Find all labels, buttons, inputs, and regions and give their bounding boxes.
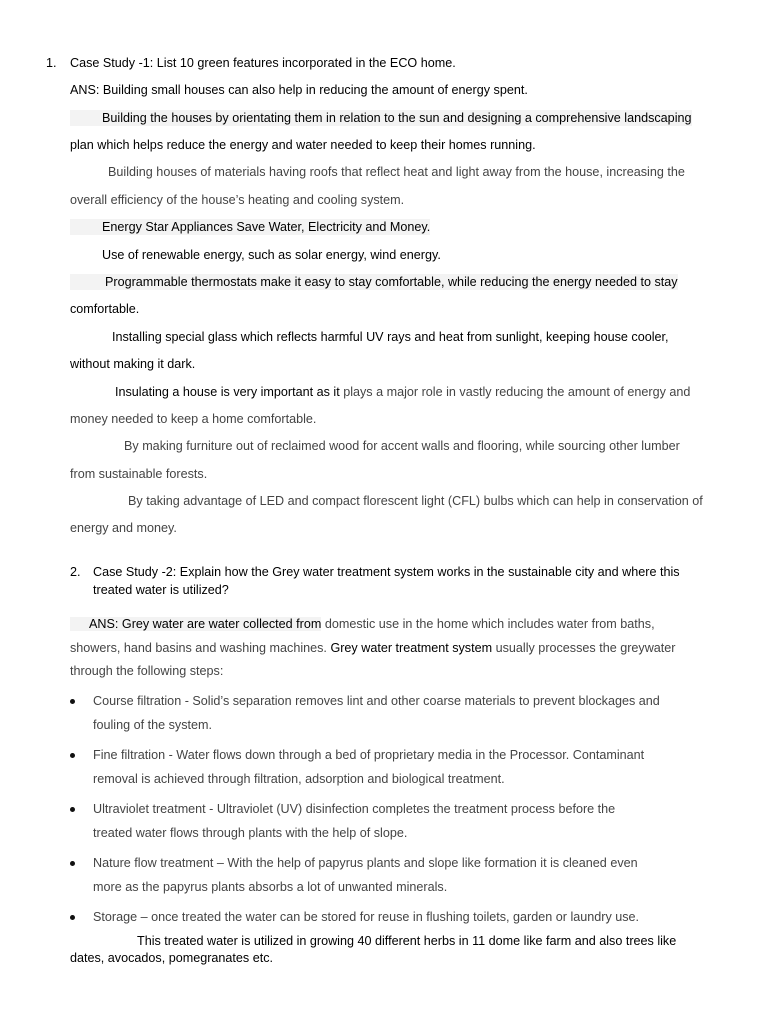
conclusion-line-2: dates, avocados, pomegranates etc. <box>70 951 274 965</box>
feature-roofs-line-2: overall efficiency of the house’s heating and cooling system. <box>70 193 405 207</box>
answer-2-line-2 <box>70 640 676 656</box>
bullet-icon <box>70 915 75 920</box>
bullet-icon <box>70 699 75 704</box>
step-4-line-2: more as the papyrus plants absorbs a lot of unwanted minerals. <box>93 880 448 894</box>
answer-2-line-2-part-2: Grey water treatment system <box>330 641 493 655</box>
question-2-text-line-1: Case Study -2: Explain how the Grey water treatment system works in the sustainable city and where this <box>93 565 680 579</box>
step-3-line-1: Ultraviolet treatment - Ultraviolet (UV) disinfection completes the treatment process before the <box>93 802 616 816</box>
feature-orientation-line-1: Building the houses by orientating them in relation to the sun and designing a comprehensive landscaping <box>70 110 692 126</box>
feature-thermostats-line-1: Programmable thermostats make it easy to stay comfortable, while reducing the energy needed to stay <box>70 274 678 290</box>
feature-led-cfl-line-2: energy and money. <box>70 521 177 535</box>
step-1-line-2: fouling of the system. <box>93 718 213 732</box>
step-1-line-1: Course filtration - Solid’s separation removes lint and other coarse materials to prevent blockages and <box>93 694 660 708</box>
feature-glass-line-1: Installing special glass which reflects harmful UV rays and heat from sunlight, keeping house cooler, <box>112 330 669 344</box>
feature-insulation-line-2: money needed to keep a home comfortable. <box>70 412 317 426</box>
feature-orientation-line-2: plan which helps reduce the energy and water needed to keep their homes running. <box>70 138 536 152</box>
bullet-icon <box>70 753 75 758</box>
step-2-line-2: removal is achieved through filtration, adsorption and biological treatment. <box>93 772 505 786</box>
answer-2-line-3: through the following steps: <box>70 664 224 678</box>
question-2-number: 2. <box>70 565 81 579</box>
step-5-line-1: Storage – once treated the water can be stored for reuse in flushing toilets, garden or laundry use. <box>93 910 640 924</box>
answer-2-line-2-part-1: showers, hand basins and washing machines. <box>70 641 331 655</box>
answer-2-rest: domestic use in the home which includes water from baths, <box>321 617 655 631</box>
feature-renewable-energy: Use of renewable energy, such as solar energy, wind energy. <box>102 248 441 262</box>
feature-insulation-line-1 <box>115 384 690 400</box>
feature-glass-line-2: without making it dark. <box>70 357 196 371</box>
feature-thermostats-line-2: comfortable. <box>70 302 140 316</box>
answer-1-intro: ANS: Building small houses can also help in reducing the amount of energy spent. <box>70 83 528 97</box>
feature-reclaimed-wood-line-2: from sustainable forests. <box>70 467 208 481</box>
conclusion-line-1: This treated water is utilized in growing 40 different herbs in 11 dome like farm and also trees like <box>137 934 677 948</box>
feature-energy-star: Energy Star Appliances Save Water, Electricity and Money. <box>70 219 430 235</box>
question-1-number: 1. <box>46 56 57 70</box>
answer-2-line-2-part-3: usually processes the greywater <box>492 641 676 655</box>
question-2-text-line-2: treated water is utilized? <box>93 583 229 597</box>
answer-2-lead: ANS: Grey water are water collected from <box>70 617 321 631</box>
bullet-icon <box>70 861 75 866</box>
feature-reclaimed-wood-line-1: By making furniture out of reclaimed wood for accent walls and flooring, while sourcing other lumber <box>124 439 680 453</box>
question-1-text: Case Study -1: List 10 green features incorporated in the ECO home. <box>70 56 456 70</box>
feature-insulation-rest: plays a major role in vastly reducing the amount of energy and <box>339 385 691 399</box>
step-4-line-1: Nature flow treatment – With the help of papyrus plants and slope like formation it is cleaned even <box>93 856 638 870</box>
feature-insulation-lead: Insulating a house is very important as it <box>115 385 340 399</box>
answer-2-line-1 <box>70 616 655 632</box>
bullet-icon <box>70 807 75 812</box>
step-2-line-1: Fine filtration - Water flows down through a bed of proprietary media in the Processor. Contaminant <box>93 748 645 762</box>
feature-led-cfl-line-1: By taking advantage of LED and compact florescent light (CFL) bulbs which can help in conservation of <box>128 494 703 508</box>
step-3-line-2: treated water flows through plants with the help of slope. <box>93 826 408 840</box>
feature-roofs-line-1: Building houses of materials having roofs that reflect heat and light away from the house, increasing the <box>108 165 685 179</box>
